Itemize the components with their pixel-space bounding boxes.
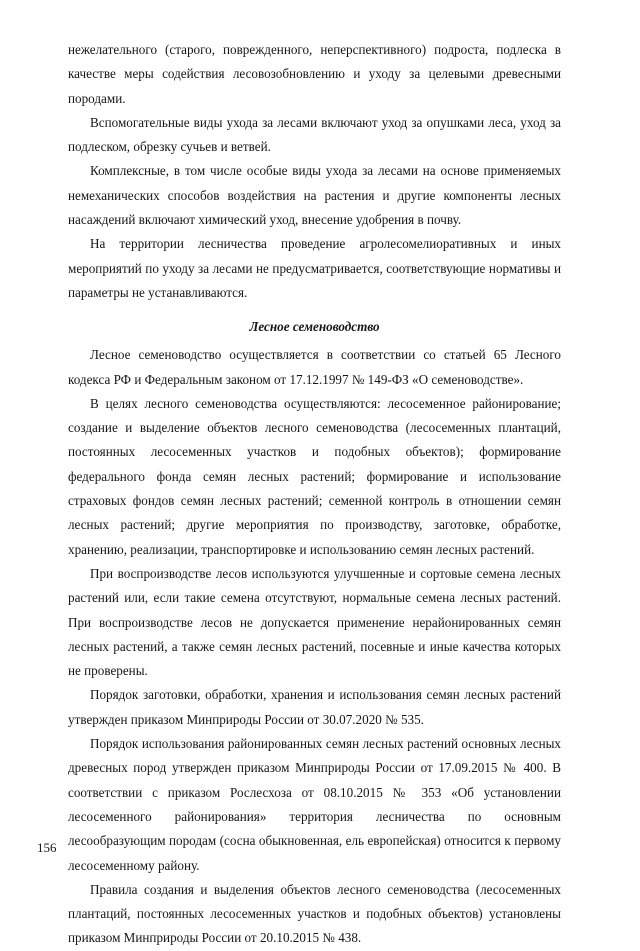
paragraph: Порядок использования районированных семян лесных растений основных лесных древесных пород утвержден приказом Минприроды России от 17.09.2015 № 400. В соответствии с приказом Рослесхоза от 08.10.2015 № 353 «Об установлении лесосеменного районирования» территория лесничества по основным лесообразующим породам (сосна обыкновенная, ель европейская) относится к первому лесосеменному району. — [68, 736, 561, 873]
document-page — [68, 38, 561, 951]
paragraph: Порядок заготовки, обработки, хранения и использования семян лесных растений утвержден приказом Минприроды России от 30.07.2020 № 535. — [68, 687, 561, 727]
paragraph: При воспроизводстве лесов используются улучшенные и сортовые семена лесных растений или, если такие семена отсутствуют, нормальные семена лесных растений. При воспроизводстве лесов не допускается применение нерайонированных семян лесных растений, а также семян лесных растений, посевные и иные качества которых не проверены. — [68, 565, 561, 679]
page-number: 156 — [37, 840, 57, 855]
section-heading: Лесное семеноводство — [249, 319, 380, 335]
paragraph: На территории лесничества проведение агролесомелиоративных и иных мероприятий по уходу за лесами не предусматривается, соответствующие нормативы и параметры не устанавливаются. — [68, 236, 561, 300]
paragraph: Правила создания и выделения объектов лесного семеноводства (лесосеменных плантаций, постоянных лесосеменных участков и подобных объектов) установлены приказом Минприроды России от 20.10.2015 № 438. — [68, 881, 561, 946]
paragraph: Комплексные, в том числе особые виды ухода за лесами на основе применяемых немеханических способов воздействия на растения и другие компоненты лесных насаждений включают химический уход, внесение удобрения в почву. — [68, 163, 561, 228]
paragraph: В целях лесного семеноводства осуществляются: лесосеменное районирование; создание и выделение объектов лесного семеноводства (лесосеменных плантаций, постоянных лесосеменных участков и подобных объектов); формирование федерального фонда семян лесных растений; формирование и использование страховых фондов семян лесных растений; семенной контроль в отношении семян лесных растений; другие мероприятия по производству, заготовке, обработке, хранению, реализации, транспортировке и использованию семян лесных растений. — [68, 395, 561, 557]
paragraph: Лесное семеноводство осуществляется в соответствии со статьей 65 Лесного кодекса РФ и Федеральным законом от 17.12.1997 № 149-ФЗ «О семеноводстве». — [68, 347, 561, 387]
paragraph: Вспомогательные виды ухода за лесами включают уход за опушками леса, уход за подлеском, обрезку сучьев и ветвей. — [68, 114, 561, 155]
paragraph-continuation: нежелательного (старого, поврежденного, неперспективного) подроста, подлеска в качестве меры содействия лесовозобновлению и уходу за целевыми древесными породами. — [68, 42, 561, 106]
